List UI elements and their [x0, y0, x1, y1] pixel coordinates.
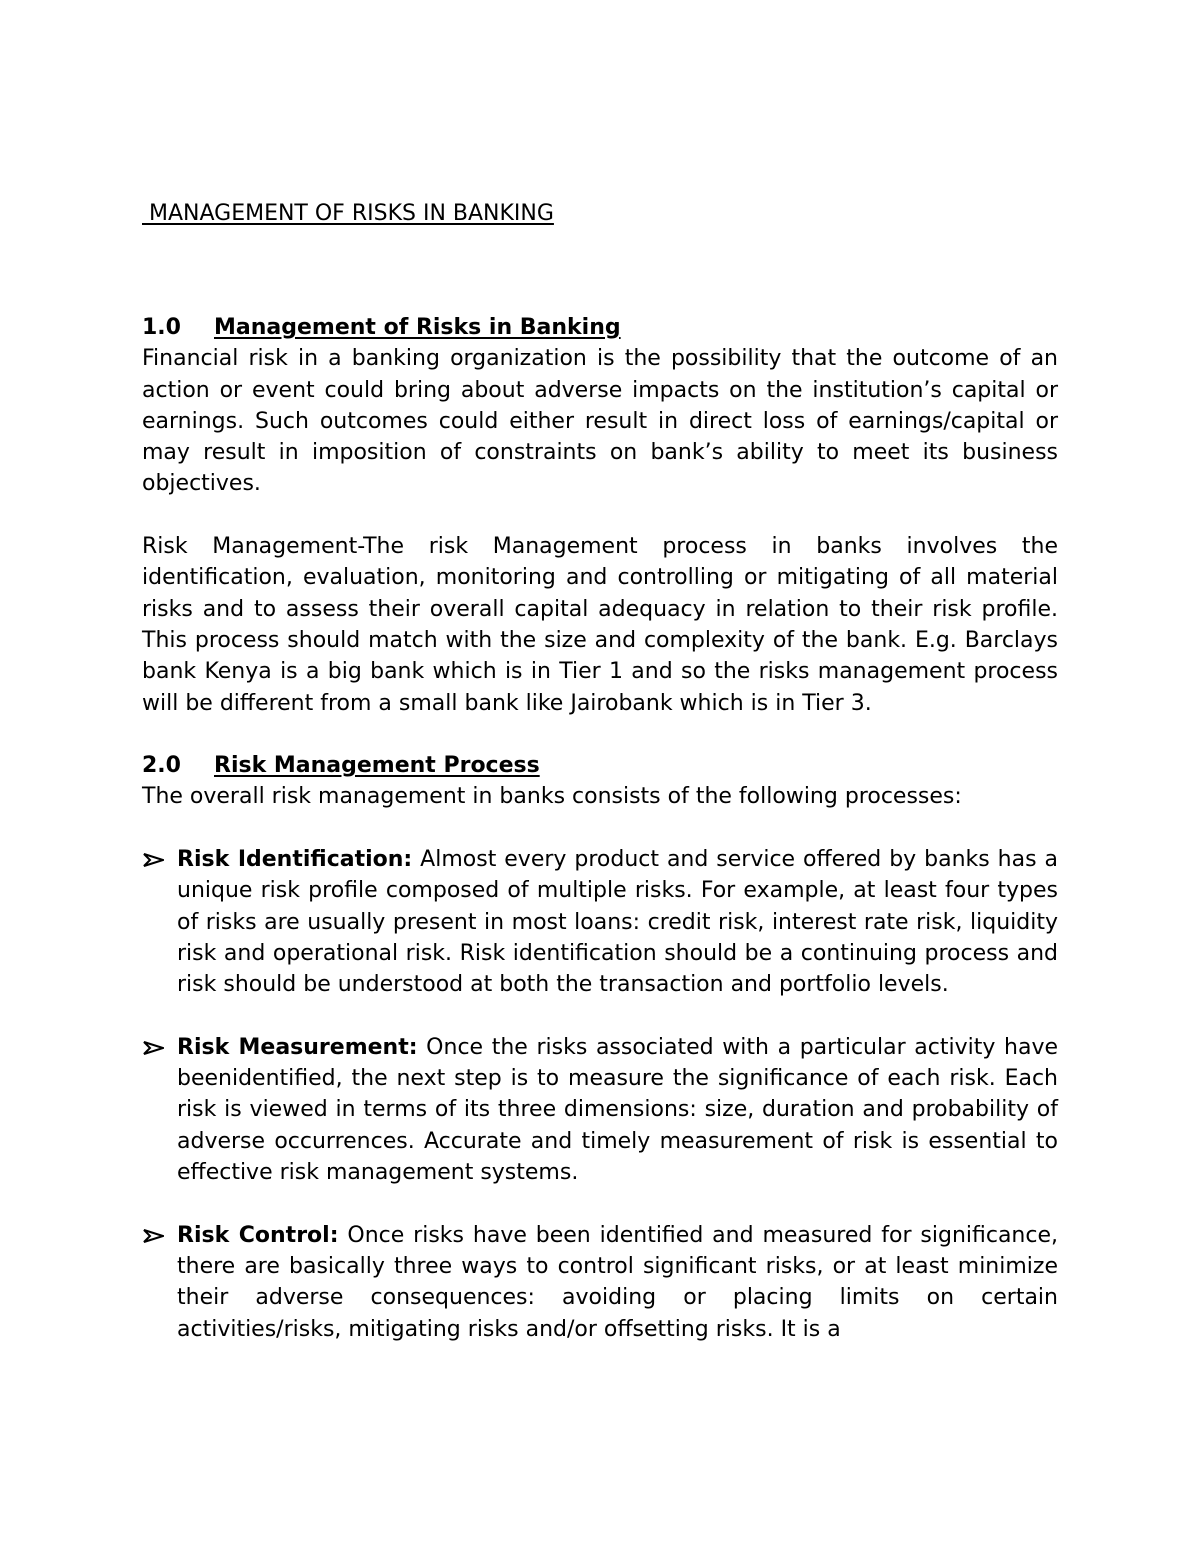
arrowhead-bullet-icon [142, 844, 166, 875]
spacer [142, 500, 1058, 531]
spacer [142, 1001, 1058, 1032]
section-intro: The overall risk management in banks consists of the following processes: [142, 784, 962, 810]
document-page [142, 196, 1058, 1345]
arrowhead-bullet-icon [142, 1032, 166, 1063]
spacer [142, 1188, 1058, 1219]
list-item [142, 844, 1058, 1000]
list-item-term: Risk Identification: [177, 847, 413, 873]
spacer [142, 719, 1058, 750]
section-title: Management of Risks in Banking [214, 315, 621, 340]
paragraph: Risk Management-The risk Management process in banks involves the identification, evaluation, monitoring and controlling or mitigating of all material risks and to assess their overall capital adequacy in relation to their risk profile. This process should match with the size and complexity of the bank. E.g. Barclays bank Kenya is a big bank which is in Tier 1 and so the risks management process will be different from a small bank like Jairobank which is in Tier 3. [142, 534, 1058, 716]
list-item [142, 1220, 1058, 1345]
list-item [142, 1032, 1058, 1188]
section-heading-2 [142, 750, 1058, 781]
section-number: 1.0 [142, 315, 181, 340]
spacer [142, 813, 1058, 844]
paragraph: Financial risk in a banking organization is the possibility that the outcome of an action or event could bring about adverse impacts on the institution’s capital or earnings. Such outcomes could either result in direct loss of earnings/capital or may result in imposition of constraints on bank’s ability to meet its business objectives. [142, 346, 1058, 497]
arrowhead-bullet-icon [142, 1220, 166, 1251]
list-item-text: Almost every product and service offered by banks has a unique risk profile composed of multiple risks. For example, at least four types of risks are usually present in most loans: credit risk, interest rate risk, liquidity risk and operational risk. Risk identification should be a continuing process and risk should be understood at both the transaction and portfolio levels. [177, 847, 1059, 998]
process-list [142, 844, 1058, 1345]
list-item-text: Once the risks associated with a particular activity have beenidentified, the next step is to measure the significance of each risk. Each risk is viewed in terms of its three dimensions: size, duration and probability of adverse occurrences. Accurate and timely measurement of risk is essential to effective risk management systems. [177, 1034, 1058, 1186]
document-title: MANAGEMENT OF RISKS IN BANKING [142, 201, 554, 226]
spacer [142, 232, 1058, 312]
section-heading-1 [142, 312, 1058, 343]
list-item-text: Once risks have been identified and measured for significance, there are basically three ways to control significant risks, or at least minimize their adverse consequences: avoiding or placing limits on certain activities/risks, mitigating risks and/or offsetting risks. It is a [177, 1222, 1058, 1342]
section-title: Risk Management Process [214, 753, 540, 779]
list-item-term: Risk Measurement: [177, 1034, 418, 1060]
section-number: 2.0 [142, 753, 181, 779]
list-item-term: Risk Control: [177, 1222, 339, 1248]
